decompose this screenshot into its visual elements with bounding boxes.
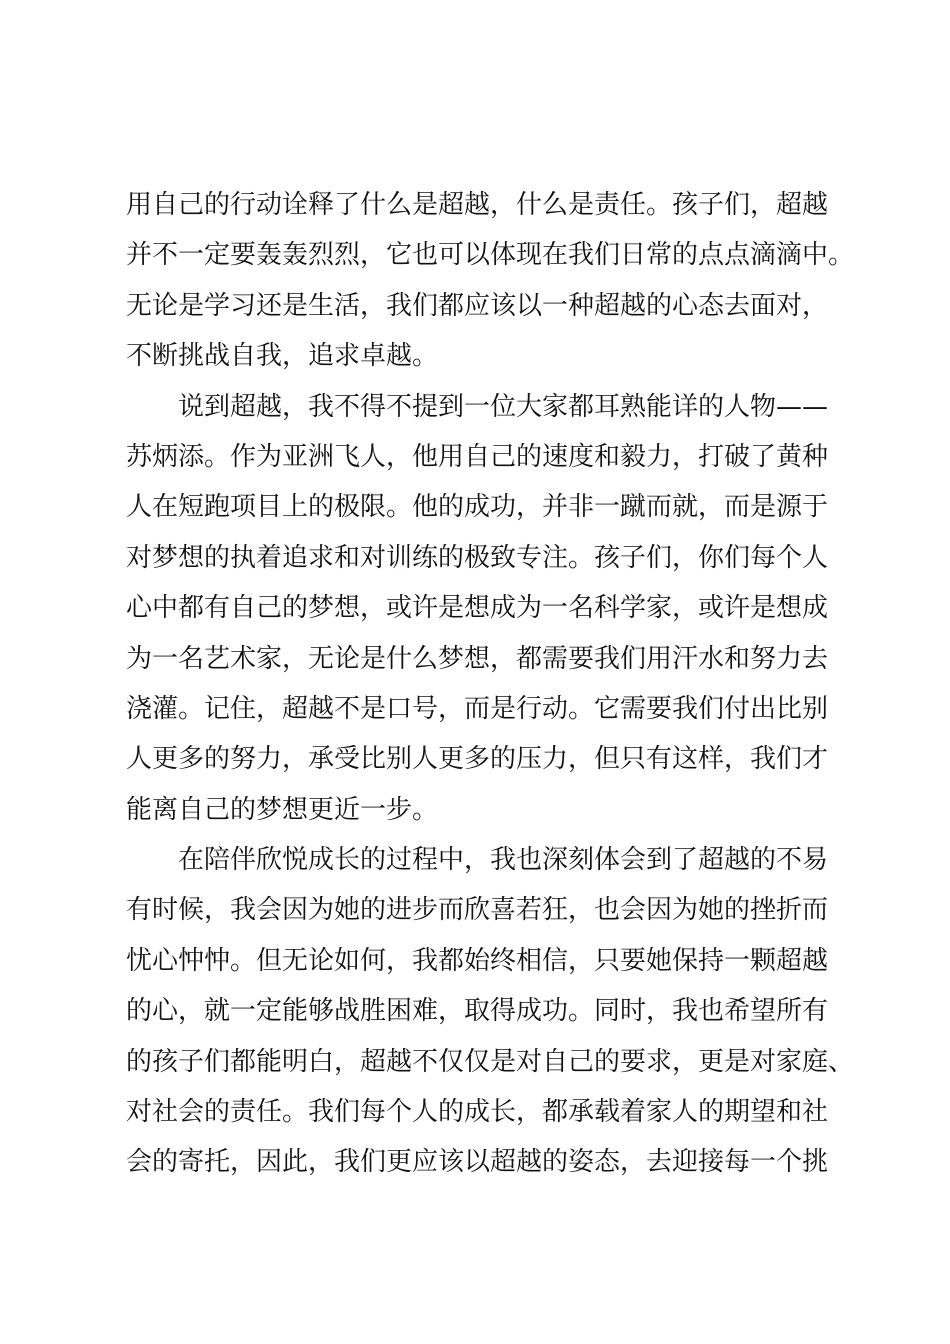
text-line: 忧心忡忡。但无论如何，我都始终相信，只要她保持一颗超越 bbox=[126, 945, 829, 976]
text-line: 对社会的责任。我们每个人的成长，都承载着家人的期望和社 bbox=[126, 1097, 829, 1128]
body-text bbox=[126, 180, 855, 1188]
text-line: 浇灌。记住，超越不是口号，而是行动。它需要我们付出比别 bbox=[126, 693, 829, 724]
text-line: 并不一定要轰轰烈烈，它也可以体现在我们日常的点点滴滴中。 bbox=[126, 240, 855, 271]
text-line: 说到超越，我不得不提到一位大家都耳熟能详的人物—— bbox=[178, 391, 829, 422]
text-line: 心中都有自己的梦想，或许是想成为一名科学家，或许是想成 bbox=[126, 593, 829, 624]
text-line: 在陪伴欣悦成长的过程中，我也深刻体会到了超越的不易 bbox=[178, 845, 829, 876]
text-line: 无论是学习还是生活，我们都应该以一种超越的心态去面对， bbox=[126, 290, 829, 321]
text-line: 能离自己的梦想更近一步。 bbox=[126, 794, 439, 825]
text-line: 人在短跑项目上的极限。他的成功，并非一蹴而就，而是源于 bbox=[126, 492, 829, 523]
text-line: 为一名艺术家，无论是什么梦想，都需要我们用汗水和努力去 bbox=[126, 643, 829, 674]
text-line: 的孩子们都能明白，超越不仅仅是对自己的要求，更是对家庭、 bbox=[126, 1046, 855, 1077]
text-line: 的心，就一定能够战胜困难，取得成功。同时，我也希望所有 bbox=[126, 996, 829, 1027]
text-line: 苏炳添。作为亚洲飞人，他用自己的速度和毅力，打破了黄种 bbox=[126, 441, 829, 472]
text-line: 会的寄托，因此，我们更应该以超越的姿态，去迎接每一个挑 bbox=[126, 1147, 829, 1178]
text-line: 用自己的行动诠释了什么是超越，什么是责任。孩子们，超越 bbox=[126, 190, 829, 220]
text-line: 人更多的努力，承受比别人更多的压力，但只有这样，我们才 bbox=[126, 744, 829, 775]
text-line: 对梦想的执着追求和对训练的极致专注。孩子们，你们每个人 bbox=[126, 542, 829, 573]
text-line: 不断挑战自我，追求卓越。 bbox=[126, 341, 439, 372]
text-line: 有时候，我会因为她的进步而欣喜若狂，也会因为她的挫折而 bbox=[126, 895, 829, 926]
